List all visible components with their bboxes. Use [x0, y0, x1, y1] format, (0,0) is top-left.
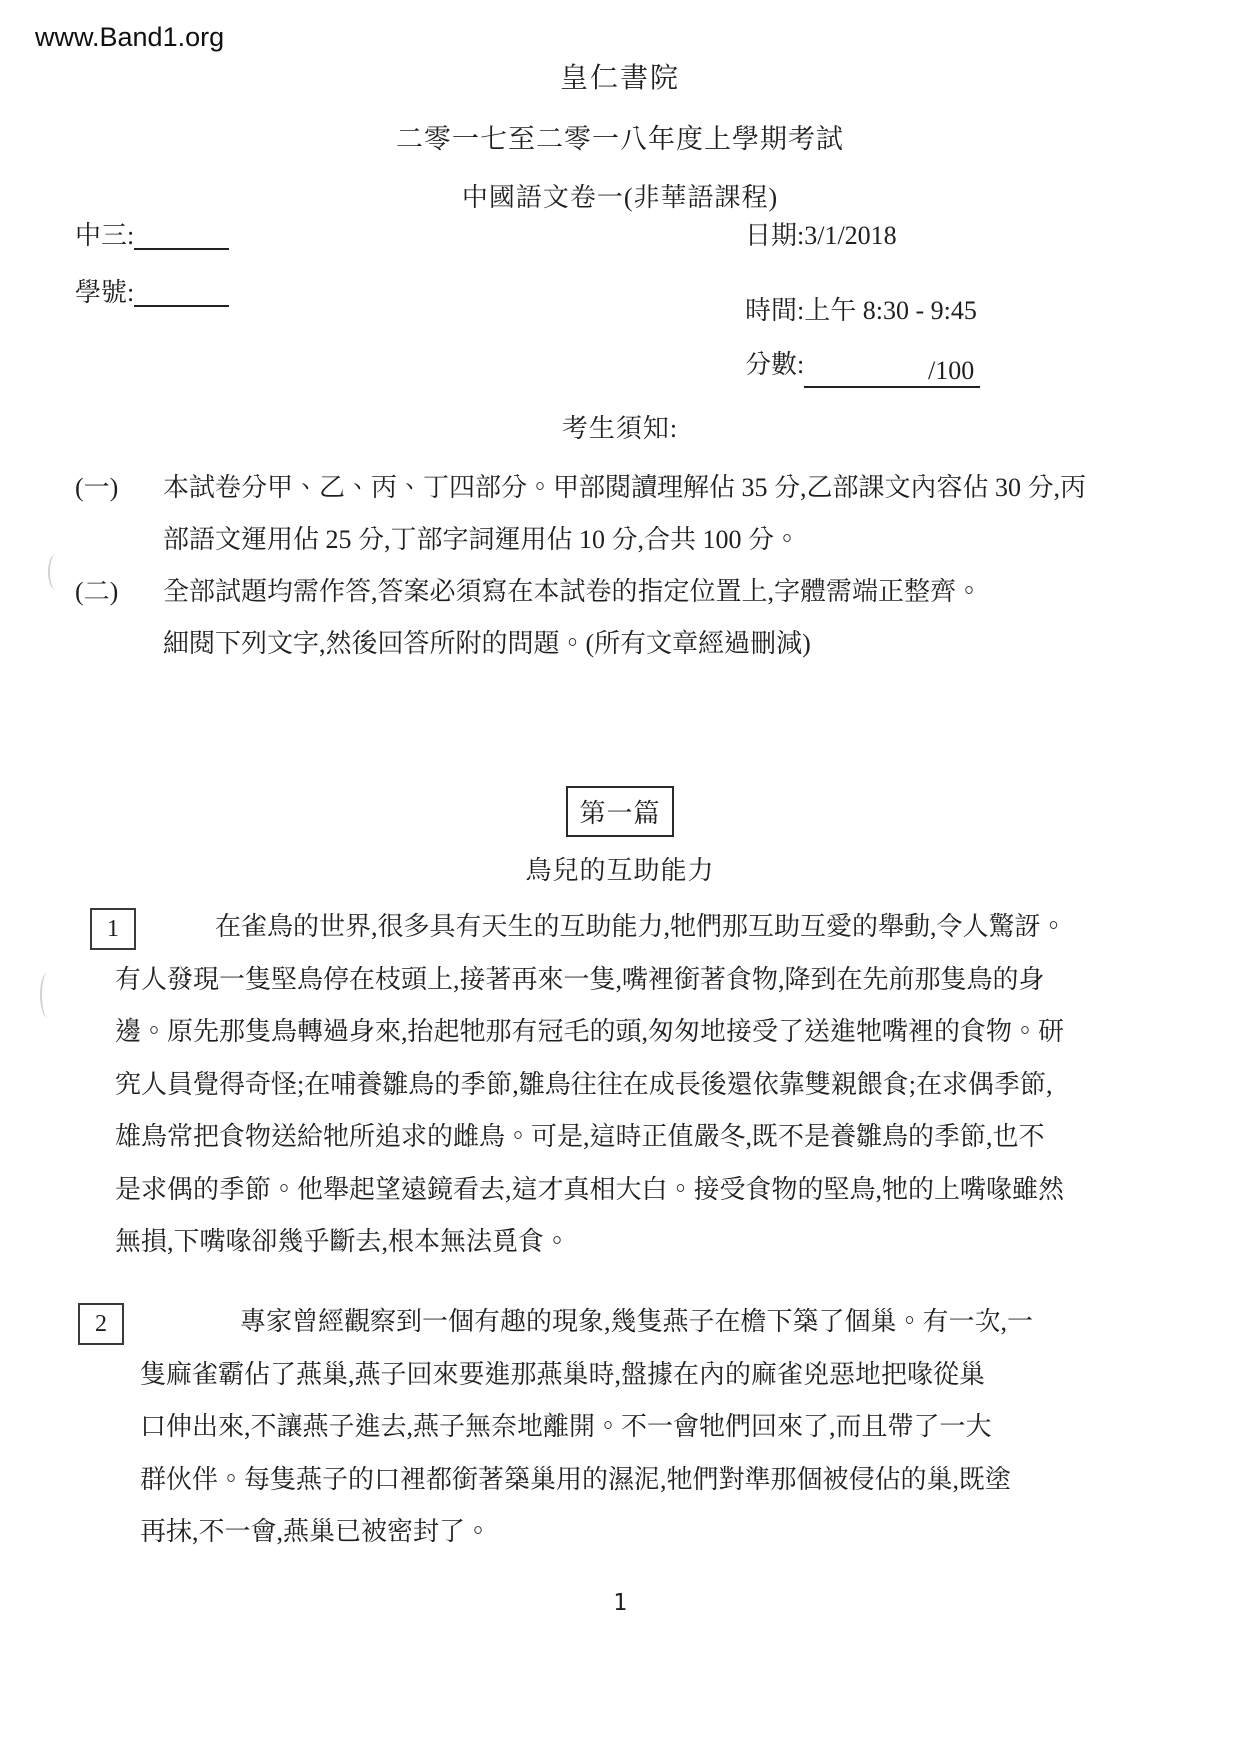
notice-item-2-text	[163, 566, 1180, 670]
notice-item-1-text	[163, 462, 1180, 566]
para-line: 究人員覺得奇怪;在哺養雛鳥的季節,雛鳥往往在成長後還依靠雙親餵食;在求偶季節,	[115, 1069, 1053, 1099]
para-line: 口伸出來,不讓燕子進去,燕子無奈地離開。不一會牠們回來了,而且帶了一大	[140, 1412, 992, 1441]
class-row	[75, 215, 229, 252]
notice-line: 部語文運用佔 25 分,丁部字詞運用佔 10 分,合共 100 分。	[163, 525, 801, 554]
class-label: 中三:	[75, 221, 135, 250]
para-line: 專家曾經觀察到一個有趣的現象,幾隻燕子在檐下築了個巢。有一次,一	[240, 1307, 1034, 1336]
score-label: 分數:	[745, 350, 805, 379]
time-row	[745, 290, 977, 327]
para-line: 是求偶的季節。他舉起望遠鏡看去,這才真相大白。接受食物的堅鳥,牠的上嘴喙雖然	[115, 1174, 1065, 1204]
para-line: 在雀鳥的世界,很多具有天生的互助能力,牠們那互助互愛的舉動,令人驚訝。	[215, 912, 1067, 941]
notice-line: 細閱下列文字,然後回答所附的問題。(所有文章經過刪減)	[163, 629, 811, 658]
paper-title: 中國語文卷一(非華語課程)	[461, 183, 779, 212]
scan-artifact	[40, 972, 56, 1018]
watermark: www.Band1.org	[35, 22, 225, 52]
notice-item-2	[75, 566, 1180, 670]
para-line: 雄鳥常把食物送給牠所追求的雌鳥。可是,這時正值嚴冬,既不是養雛鳥的季節,也不	[115, 1122, 1045, 1151]
notice-item-1	[75, 462, 1180, 566]
paragraph-1-number-box: 1	[90, 908, 136, 950]
section-label-box: 第一篇	[566, 786, 673, 837]
class-blank	[134, 220, 229, 250]
notice-title: 考生須知:	[561, 414, 679, 443]
time-label: 時間:	[745, 296, 805, 325]
notice-item-2-number: (二)	[75, 577, 119, 606]
para-line: 隻麻雀霸佔了燕巢,燕子回來要進那燕巢時,盤據在內的麻雀兇惡地把喙從巢	[140, 1359, 986, 1389]
candidate-notice	[75, 462, 1180, 670]
notice-line: 本試卷分甲、乙、丙、丁四部分。甲部閱讀理解佔 35 分,乙部課文內容佔 30 分,丙	[163, 473, 1087, 502]
para-line: 邊。原先那隻鳥轉過身來,抬起牠那有冠毛的頭,匆匆地接受了送進牠嘴裡的食物。研	[115, 1017, 1065, 1046]
date-label: 日期:	[745, 221, 805, 250]
student-no-row	[75, 272, 229, 309]
time-value: 上午 8:30 - 9:45	[804, 296, 977, 325]
exam-title: 二零一七至二零一八年度上學期考試	[396, 124, 844, 154]
score-total: /100	[928, 356, 975, 385]
paragraph-2	[78, 1296, 1180, 1559]
notice-line: 全部試題均需作答,答案必須寫在本試卷的指定位置上,字體需端正整齊。	[163, 577, 983, 606]
para-line: 群伙伴。每隻燕子的口裡都銜著築巢用的濕泥,牠們對準那個被侵佔的巢,既塗	[140, 1464, 1012, 1494]
notice-item-1-number: (一)	[75, 473, 119, 502]
header	[70, 56, 1170, 214]
school-name: 皇仁書院	[559, 63, 680, 94]
para-line: 有人發現一隻堅鳥停在枝頭上,接著再來一隻,嘴裡銜著食物,降到在先前那隻鳥的身	[115, 964, 1045, 994]
paragraph-1	[90, 901, 1176, 1269]
para-line: 再抹,不一會,燕巢已被密封了。	[140, 1517, 492, 1546]
score-row	[745, 344, 980, 388]
scan-artifact	[48, 554, 64, 590]
student-no-label: 學號:	[75, 278, 135, 307]
para-line: 無損,下嘴喙卻幾乎斷去,根本無法覓食。	[115, 1227, 571, 1256]
paragraph-2-number-box: 2	[78, 1303, 124, 1345]
student-no-blank	[134, 277, 229, 307]
score-blank	[804, 356, 980, 388]
passage-title: 鳥兒的互助能力	[525, 856, 715, 885]
paragraph-2-text	[140, 1296, 1180, 1559]
section-label-wrap	[0, 786, 1240, 837]
page-number: 1	[613, 1590, 627, 1616]
date-value: 3/1/2018	[804, 221, 897, 250]
date-row	[745, 215, 897, 252]
paragraph-1-text	[115, 901, 1176, 1269]
